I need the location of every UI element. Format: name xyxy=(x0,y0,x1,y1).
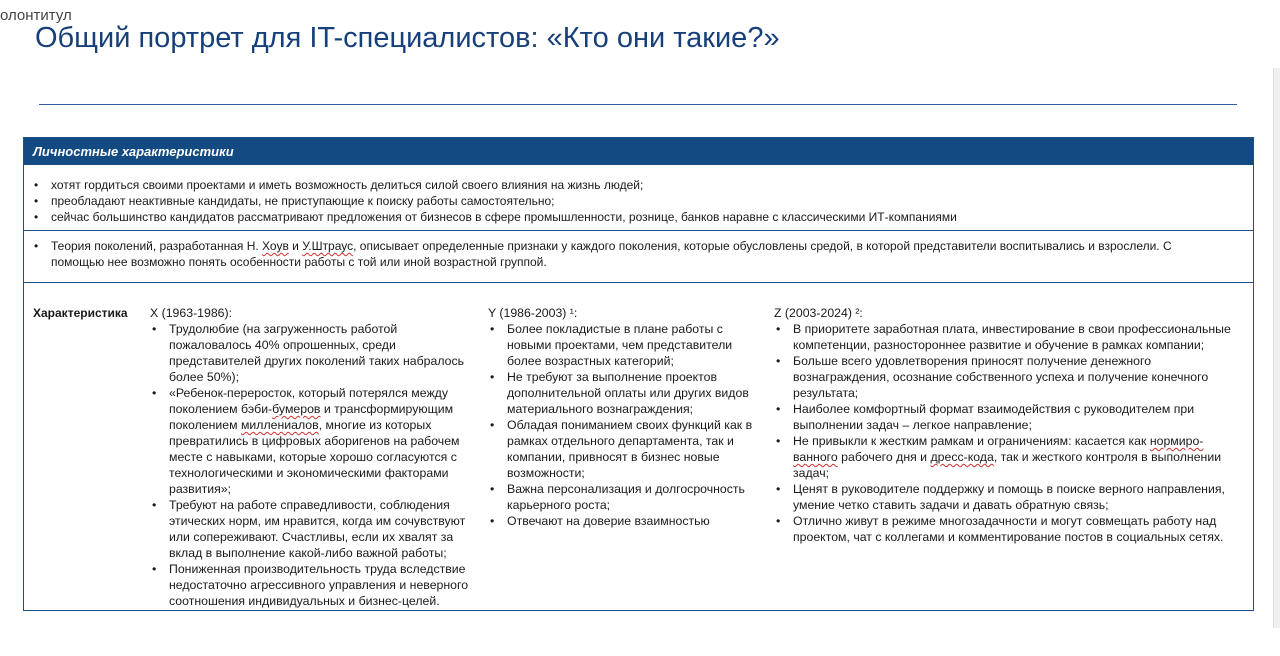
generation-z-item: • Наиболее комфортный формат взаимодействия с руководителем при выполнении задач – легкое направление; xyxy=(774,401,1234,433)
window-edge xyxy=(1274,68,1280,628)
spellcheck-word: Хоув xyxy=(262,239,289,253)
panel-heading: Личностные характеристики xyxy=(24,138,1253,165)
generation-y-item: • Обладая пониманием своих функций как в рамках отдельного департамента, так и компании, привносят в бизнес новые возможности; xyxy=(488,417,763,481)
generation-z-title: Z (2003-2024) ²: xyxy=(774,306,863,320)
generation-y-item: • Важна персонализация и долгосрочность карьерного роста; xyxy=(488,481,763,513)
generation-z-item: • В приоритете заработная плата, инвестирование в свои профессиональные компетенции, разностороннее развитие и обучение в рамках компании; xyxy=(774,321,1234,353)
theory-item: • Теория поколений, разработанная Н. Хоув и У.Штраус, описывает определенные признаки у каждого поколения, которые обусловлены средой, в которой представители воспитывались и взрослели. С помощью нее возможно понять особенности работы с той или иной возрастной группой. xyxy=(24,238,1253,270)
spellcheck-word: миллениалов xyxy=(240,418,319,432)
generation-z-item: • Ценят в руководителе поддержку и помощь в поиске верного направления, умение четко ставить задачи и давать обратную связь; xyxy=(774,481,1234,513)
spellcheck-word: нормиро-ванного xyxy=(793,434,1204,464)
generation-y-item: • Не требуют за выполнение проектов дополнительной оплаты или других видов материального вознаграждения; xyxy=(488,369,763,417)
generation-z-item: • Больше всего удовлетворения приносят получение денежного вознаграждения, осознание собственного успеха и получение конечного результата; xyxy=(774,353,1234,401)
generation-y-title: Y (1986-2003) ¹: xyxy=(488,306,578,320)
spellcheck-word: дресс-кода xyxy=(930,450,994,464)
trait-item: • преобладают неактивные кандидаты, не приступающие к поиску работы самостоятельно; xyxy=(24,193,1253,209)
trait-item: • сейчас большинство кандидатов рассматривают предложения от бизнесов в сфере промышленности, рознице, банков наравне с классическими ИТ-компаниями xyxy=(24,209,1253,225)
generation-z-item: • Не привыкли к жестким рамкам и ограничениям: касается как нормиро-ванного рабочего дня и дресс-кода, так и жесткого контроля в выполнении задач; xyxy=(774,433,1234,481)
generation-x-item: • Требуют на работе справедливости, соблюдения этических норм, им нравится, когда им сочувствуют или сопереживают. Счастливы, если их хвалят за вклад в выполнение какой-либо важной работы; xyxy=(150,497,480,561)
characteristics-panel xyxy=(23,137,1254,611)
generations-section xyxy=(24,283,1253,610)
title-divider xyxy=(39,104,1237,105)
generation-z-column xyxy=(774,305,1234,545)
trait-item: • хотят гордиться своими проектами и иметь возможность делиться силой своего влияния на жизнь людей; xyxy=(24,177,1253,193)
generation-y-item: • Отвечают на доверие взаимностью xyxy=(488,513,763,529)
generation-z-item: • Отлично живут в режиме многозадачности и могут совмещать работу над проектом, чат с коллегами и комментирование постов в социальных сетях. xyxy=(774,513,1234,545)
generation-y-column xyxy=(488,305,763,529)
generation-x-item: • Пониженная производительность труда вследствие недостаточно агрессивного управления и неверного соотношения индивидуальных и бизнес-целей. xyxy=(150,561,480,609)
row-label: Характеристика xyxy=(33,306,128,320)
generation-y-item: • Более покладистые в плане работы с новыми проектами, чем представители более возрастных категорий; xyxy=(488,321,763,369)
spellcheck-word: бумеров xyxy=(272,402,321,416)
generation-x-title: X (1963-1986): xyxy=(150,306,233,320)
generation-x-column xyxy=(150,305,480,609)
traits-section xyxy=(24,165,1253,231)
generation-x-item: • Трудолюбие (на загруженность работой пожаловалось 40% опрошенных, среди представителей других поколений таких набралось более 50%); xyxy=(150,321,480,385)
header-label: олонтитул xyxy=(0,7,72,24)
slide-title: Общий портрет для IT-специалистов: «Кто они такие?» xyxy=(35,22,780,54)
spellcheck-word: У.Штраус xyxy=(302,239,354,253)
generation-x-item: • «Ребенок-переросток, который потерялся между поколением бэби-бумеров и трансформирующим поколением миллениалов, многие из которых превратились в цифровых аборигенов на рабочем месте с навыками, которые хорошо согласуются с технологическими и экономическими факторами развития»; xyxy=(150,385,480,497)
theory-section xyxy=(24,231,1253,283)
